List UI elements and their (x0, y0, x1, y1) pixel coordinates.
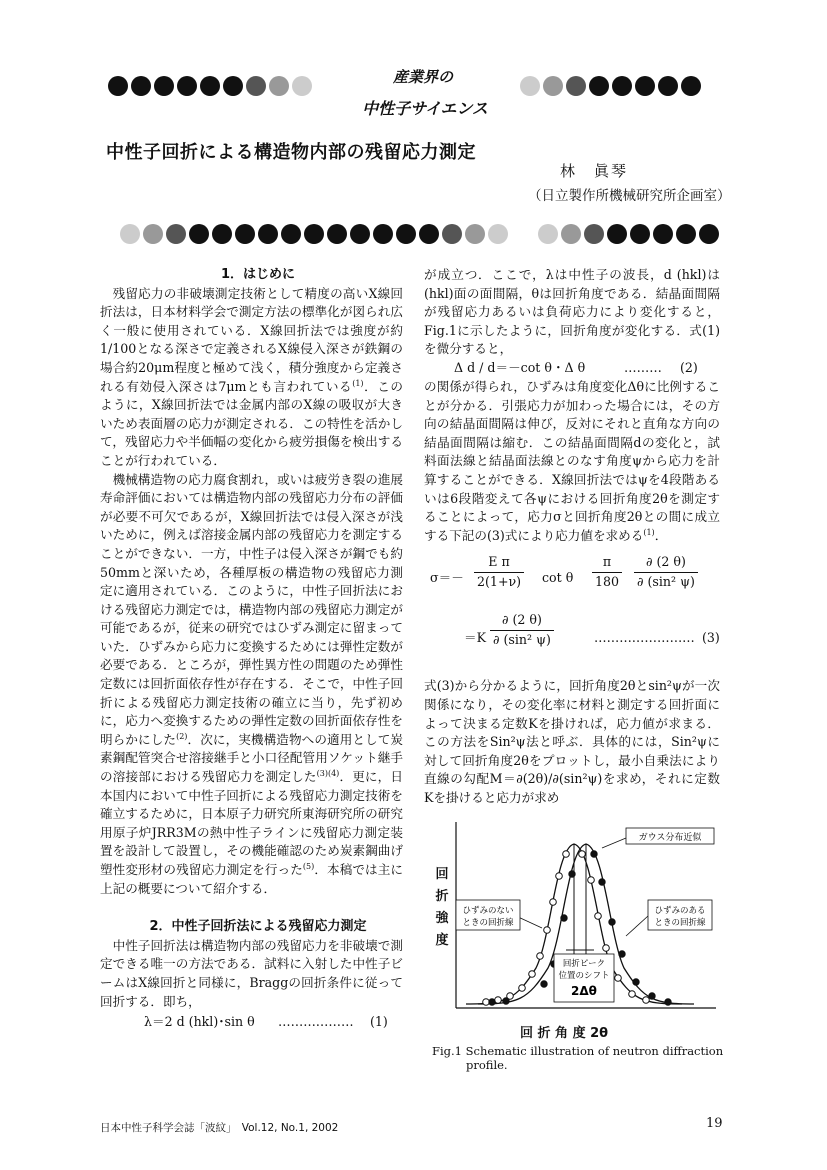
figure-caption-1: Fig.1 Schematic illustration of neutron diffraction (432, 1044, 724, 1058)
data-point (563, 851, 570, 858)
dot (327, 224, 347, 244)
dot (131, 76, 151, 96)
data-point (591, 851, 597, 857)
dot (223, 76, 243, 96)
fraction (592, 553, 622, 591)
dot (419, 224, 439, 244)
dot (653, 224, 673, 244)
data-point (561, 915, 567, 921)
data-point (537, 953, 544, 960)
label-strain-2: ときの回折線 (654, 918, 706, 928)
dot (396, 224, 416, 244)
label-strain-1: ひずみのある (654, 906, 706, 916)
dot (258, 224, 278, 244)
equation-number: (1) (370, 1014, 388, 1030)
text: ． (654, 527, 668, 543)
dot (200, 76, 220, 96)
label-no-strain-1: ひずみのない (462, 906, 514, 916)
dot (699, 224, 719, 244)
dot (292, 76, 312, 96)
dot (166, 224, 186, 244)
dot (589, 76, 609, 96)
text: ．更に，日本国内において中性子回折による残留応力測定技術を確立するために，日本原子力研究所東海研究所の研究用原子炉JRR3Mの熱中性子ラインに残留応力測定装置を設計して設置し，その機能確認のため炭素鋼曲げ塑性変形材の残留応力測定を行った (100, 769, 404, 877)
header-dots-left (108, 76, 312, 96)
equation-2-body: Δ d / d＝－cot θ・Δ θ (454, 359, 586, 375)
header-dots-right (520, 76, 701, 96)
fraction (474, 553, 524, 591)
dot (676, 224, 696, 244)
text: 機械構造物の応力腐食割れ，或いは疲労き裂の進展寿命評価においては構造物内部の残留応力分布の評価が必要不可欠であるが，X線回折法では侵入深さが浅いために，例えば溶接金属内部の残留応力を測定することができない．一方，中性子は侵入深さが鋼でも約50mmと深いため，各種厚板の構造物の残留応力測定に適用されている．このように，中性子回折法における残留応力測定では，構造物内部の残留応力測定が可能であるが，従来の研究ではひずみ測定に留まっていた．ひずみから応力に変換するためには弾性定数が必要である．ところが，弾性異方性の問題のため弾性定数には回折面依存性が存在する．そこで，中性子回折による残留応力測定技術の確立に当り，先ず初めに，応力へ変換するための弾性定数の回折面依存性を明らかにした (100, 471, 404, 747)
paragraph (100, 471, 403, 899)
label-gauss: ガウス分布近似 (638, 833, 702, 843)
data-point (544, 927, 551, 934)
cot-term: cot θ (542, 570, 574, 586)
dot (212, 224, 232, 244)
data-point (595, 913, 602, 920)
fraction (634, 553, 698, 591)
data-point (550, 899, 557, 906)
dot (442, 224, 462, 244)
figure-xlabel: 回 折 角 度 2θ (520, 1026, 609, 1041)
article-affiliation: （日立製作所機械研究所企画室） (528, 188, 731, 204)
label-no-strain-2: ときの回折線 (462, 918, 514, 928)
dot (246, 76, 266, 96)
header-kicker-2: 中性子サイエンス (362, 99, 488, 118)
dot (681, 76, 701, 96)
data-point (541, 981, 547, 987)
data-point (665, 999, 671, 1005)
citation: (1) (643, 527, 655, 537)
dot (538, 224, 558, 244)
equation-3 (424, 553, 720, 665)
paragraph: 中性子回折法は構造物内部の残留応力を非破壊で測定できる唯一の方法である．試料に入射した中性子ビームはX線回折と同様に，Braggの回折条件に従って回折する．即ち， (100, 937, 403, 1009)
data-point (519, 985, 526, 992)
section-1-heading: 1．はじめに (220, 267, 296, 282)
dot (561, 224, 581, 244)
data-point (588, 877, 595, 884)
ylabel-char: 回 (435, 867, 449, 882)
leader-strain (626, 916, 648, 936)
dot (350, 224, 370, 244)
data-point (643, 997, 650, 1004)
dot (635, 76, 655, 96)
dot (120, 224, 140, 244)
text: ．次に，実機構造物への適用として炭素鋼配管突合せ溶接継手と小口径配管用ソケット継手の溶接部における残留応力を測定した (100, 731, 404, 785)
text: ．このように，X線回折法では金属内部のX線の吸収が大きいため表面層の応力が測定される．この特性を活かして，残留応力や半価幅の変化から疲労損傷を検出することが行われている． (100, 378, 404, 468)
footer-journal: 日本中性子科学会誌「波紋」 Vol.12, No.1, 2002 (100, 1122, 339, 1134)
figure-ylabel (434, 864, 450, 952)
paragraph: が成立つ．ここで，λは中性子の波長，d (hkl)は(hkl)面の面間隔，θは回折角度である．結晶面間隔が残留応力あるいは負荷応力により変化すると，Fig.1に示したように，回折角度が変化する．式(1)を微分すると， (424, 267, 720, 357)
dot (281, 224, 301, 244)
denominator: ∂ (sin² ψ) (637, 573, 695, 589)
dot (189, 224, 209, 244)
dot (543, 76, 563, 96)
text: 残留応力の非破壊測定技術として精度の高いX線回折法は，日本材料学会で測定方法の標準化が図られ広く一般に使用されている．X線回折法では強度が約1/100となる深さで定義されるX線侵入深さが鉄鋼の場合約20μm程度と極めて浅く，積分強度から定義される有効侵入深さは7μmとも言われている (100, 285, 403, 394)
denominator: 2(1+ν) (477, 573, 522, 589)
article-author: 林 眞琴 (560, 162, 629, 180)
dot (465, 224, 485, 244)
denominator: ∂ (sin² ψ) (493, 631, 551, 647)
data-point (599, 879, 605, 885)
data-point (609, 919, 615, 925)
equation-1 (100, 1013, 403, 1033)
dot (566, 76, 586, 96)
dot (235, 224, 255, 244)
dot (607, 224, 627, 244)
paragraph (424, 378, 720, 545)
dot (658, 76, 678, 96)
data-point (633, 979, 639, 985)
dot (177, 76, 197, 96)
equation-dots: ……… (624, 359, 662, 375)
leader-gauss (602, 838, 626, 848)
ylabel-char: 折 (435, 889, 449, 904)
article-title: 中性子回折による構造物内部の残留応力測定 (106, 142, 476, 163)
paragraph: 式(3)から分かるように，回折角度2θとsin²ψが一次関係になり，その変化率に材料と測定する回折面によって決まる定数Kを掛ければ，応力値が求まる．この方法をSin²ψ法と呼ぶ．具体的には，Sin²ψに対して回折角度2θをプロットし，最小自乗法により直線の勾配M＝∂(2θ)/∂(sin²ψ)を求め，それに定数Kを掛けると応力が求め (424, 678, 720, 805)
dot (584, 224, 604, 244)
equation-number: (2) (680, 359, 698, 375)
section-2-heading: 2．中性子回折法による残留応力測定 (149, 919, 367, 935)
dot (304, 224, 324, 244)
divider-dots-right (538, 224, 719, 244)
header-kicker-1: 産業界の (392, 68, 453, 86)
dot (630, 224, 650, 244)
text: ．本稿では主に上記の概要について紹介する． (100, 862, 404, 896)
dot (108, 76, 128, 96)
equation-3b-lhs: ＝K (464, 630, 487, 646)
text: の関係が得られ，ひずみは角度変化Δθに比例することが分かる．引張応力が加わった場合には，その方向の結晶面間隔は伸び，反対にそれと直角な方向の結晶面間隔は縮む．この結晶面間隔dの変化と，試料面法線と結晶面法線とのなす角度ψから応力を計算することができる．X線回折法ではψを4段階あるいは6段階変えて各ψにおける回折角度2θを測定することによって，応力σと回折角度2θとの間に成立する下記の(3)式により応力値を求める (424, 378, 720, 543)
dot (488, 224, 508, 244)
dot (143, 224, 163, 244)
equation-3-lhs: σ＝－ (430, 570, 464, 586)
data-point (615, 975, 622, 982)
data-point (529, 971, 536, 978)
citation: (1) (352, 378, 364, 388)
footer-page-number: 19 (706, 1116, 723, 1131)
data-point (649, 993, 655, 999)
data-point (619, 951, 625, 957)
equation-2 (424, 359, 720, 378)
dot (373, 224, 393, 244)
numerator: ∂ (2 θ) (634, 553, 698, 573)
ylabel-char: 度 (435, 933, 449, 948)
equation-1-body: λ＝2 d (hkl)･sin θ (144, 1014, 255, 1030)
left-column (100, 266, 403, 1033)
data-point (489, 999, 495, 1005)
citation: (5) (302, 861, 315, 871)
right-column (424, 266, 720, 807)
figure-caption-2: profile. (466, 1058, 508, 1072)
paragraph (100, 285, 403, 471)
label-peak-2: 位置のシフト (558, 971, 610, 981)
ylabel-char: 強 (435, 911, 449, 926)
data-point (579, 851, 586, 858)
dot (154, 76, 174, 96)
numerator: E π (474, 553, 524, 573)
equation-dots: …………………… (594, 630, 695, 646)
data-point (629, 991, 636, 998)
fraction (490, 611, 554, 649)
numerator: π (592, 553, 622, 573)
data-point (603, 945, 610, 952)
dot (269, 76, 289, 96)
data-point (556, 873, 563, 880)
equation-number: (3) (702, 630, 720, 646)
divider-dots-left (120, 224, 508, 244)
label-peak-3: 2Δθ (571, 984, 597, 998)
data-point (495, 997, 502, 1004)
data-point (503, 998, 509, 1004)
citation: (3)(4) (316, 768, 340, 778)
equation-dots: ……………… (278, 1014, 354, 1030)
figure-1 (426, 818, 726, 1040)
numerator: ∂ (2 θ) (490, 611, 554, 631)
citation: (2) (176, 731, 188, 741)
dot (520, 76, 540, 96)
denominator: 180 (595, 573, 620, 589)
label-peak-1: 回折ピーク (562, 959, 606, 969)
dot (612, 76, 632, 96)
